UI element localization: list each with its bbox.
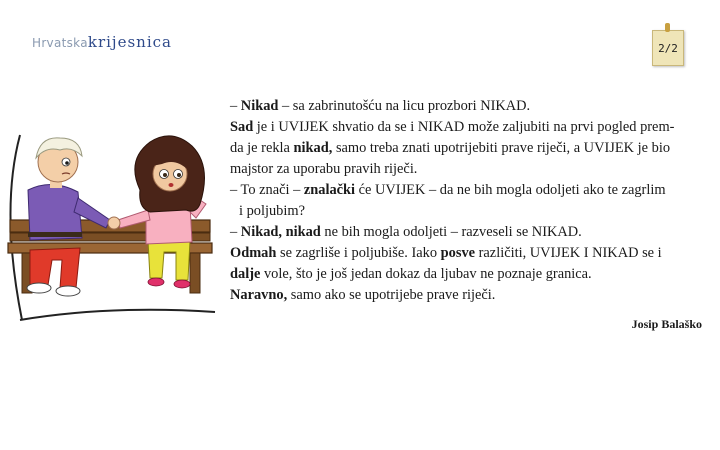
story-line: – Nikad – sa zabrinutošću na licu prozbori NIKAD.	[230, 98, 531, 114]
page-bottom-curve	[20, 310, 215, 320]
logo	[32, 33, 172, 52]
logo-text-hrvatska: Hrvatska	[32, 36, 88, 50]
page-indicator: 2/2	[658, 41, 678, 55]
story-line: i poljubim?	[239, 203, 305, 219]
story-line: da je rekla nikad, samo treba znati upotrijebiti prave riječi, a UVIJEK je bio	[230, 140, 671, 156]
story-line: – Nikad, nikad ne bih mogla odoljeti – razveseli se NIKAD.	[230, 224, 582, 240]
logo-text-krijesnica: krijesnica	[87, 33, 172, 51]
pin-icon	[665, 23, 670, 32]
story-line: Sad je i UVIJEK shvatio da se i NIKAD može zaljubiti na prvi pogled prem-	[230, 119, 675, 135]
holding-hands	[108, 217, 120, 229]
story-line: – To znači – znalački će UVIJEK – da ne bih mogla odoljeti ako te zagrlim	[230, 182, 666, 198]
story-line: dalje vole, što je još jedan dokaz da ljubav ne poznaje granica.	[230, 266, 592, 282]
author-name: Josip Balaško	[631, 317, 702, 331]
story-line: majstor za uporabu pravih riječi.	[230, 161, 418, 177]
boy-figure	[27, 138, 110, 296]
story-text	[230, 96, 714, 335]
story-line: Naravno, samo ako se upotrijebe prave riječi.	[230, 287, 496, 303]
page-indicator-badge	[652, 30, 684, 66]
story-line: Odmah se zagrliše i poljubiše. Iako posve različiti, UVIJEK I NIKAD se i	[230, 245, 662, 261]
bench-couple-illustration	[0, 120, 225, 330]
